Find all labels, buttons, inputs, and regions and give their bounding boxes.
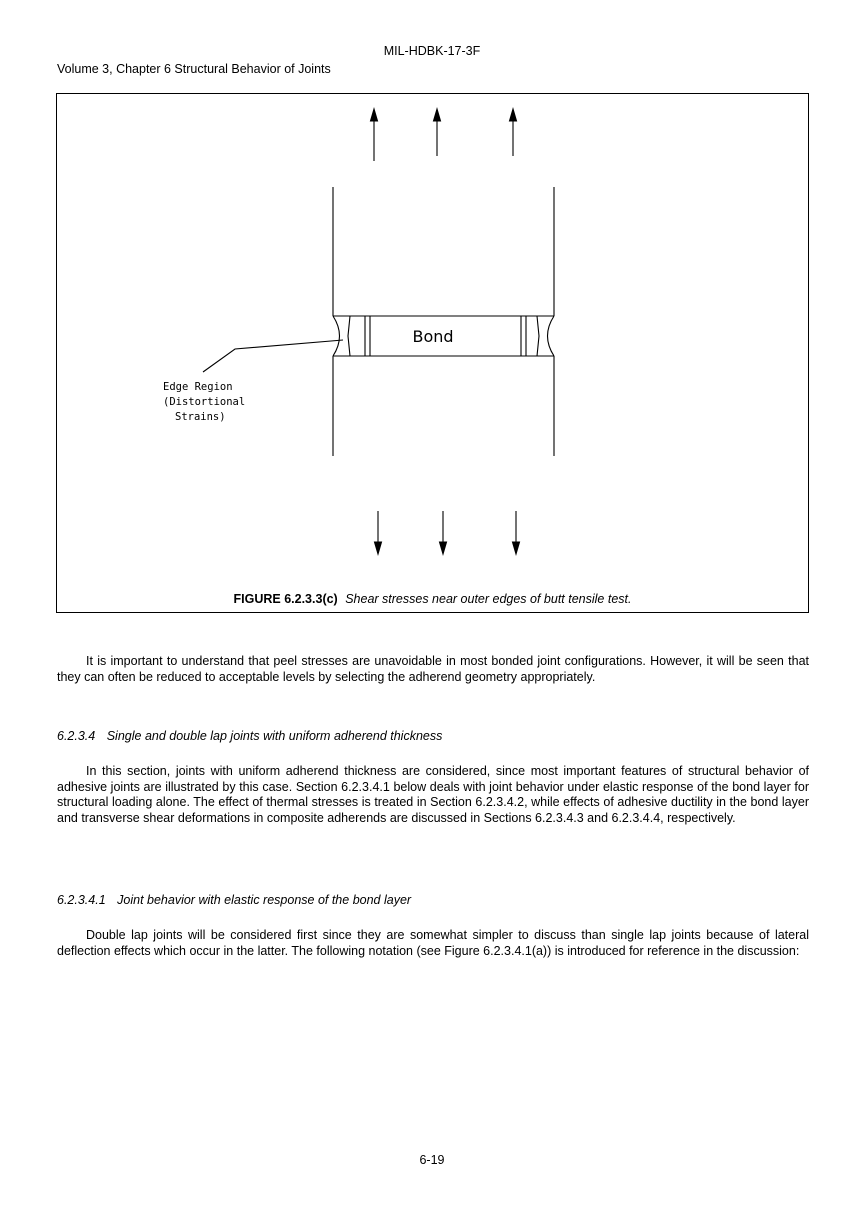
edge-label-line-3: Strains)	[175, 411, 226, 423]
page-number: 6-19	[419, 1153, 445, 1167]
paragraph-peel-stresses: It is important to understand that peel stresses are unavoidable in most bonded joint configurations. However, it will be seen that they can often be reduced to acceptable levels by selecting the adherend geometry appropriately.	[57, 654, 809, 684]
figure-number: FIGURE 6.2.3.3(c)	[233, 592, 338, 606]
tension-arrow-up-2	[434, 109, 441, 156]
edge-region-label	[163, 380, 245, 425]
edge-region-leader	[203, 340, 343, 372]
section-heading-6-2-3-4	[57, 729, 442, 743]
volume-chapter-line: Volume 3, Chapter 6 Structural Behavior of Joints	[57, 62, 331, 76]
paragraph-section-overview: In this section, joints with uniform adherend thickness are considered, since most important features of structural behavior of adhesive joints are illustrated by this case. Section 6.2.3.4.1 below deals with joint behavior under elastic response of the bond layer for structural loading alone. The effect of thermal stresses is treated in Section 6.2.3.4.2, while effects of adhesive ductility in the bond layer and transverse shear deformations in composite adherends are discussed in Sections 6.2.3.4.3 and 6.2.3.4.4, respectively.	[57, 764, 809, 825]
subsection-number: 6.2.3.4.1	[57, 893, 106, 907]
edge-label-line-2: (Distortional	[163, 396, 246, 408]
section-heading-6-2-3-4-1	[57, 893, 411, 907]
section-number: 6.2.3.4	[57, 729, 96, 743]
upper-adherend	[333, 187, 554, 316]
edge-label-line-1: Edge Region	[163, 381, 233, 393]
tension-arrow-down-2	[440, 511, 447, 554]
figure-frame	[56, 93, 809, 613]
figure-caption-text: Shear stresses near outer edges of butt tensile test.	[345, 592, 632, 606]
tension-arrow-down-3	[513, 511, 520, 554]
paragraph-double-lap-joints: Double lap joints will be considered first since they are somewhat simpler to discuss than single lap joints because of lateral deflection effects which occur in the latter. The following notation (see Figure 6.2.3.4.1(a)) is introduced for reference in the discussion:	[57, 928, 809, 958]
document-id: MIL-HDBK-17-3F	[383, 44, 481, 58]
lower-adherend	[333, 356, 554, 456]
tension-arrow-down-1	[375, 511, 382, 554]
subsection-title: Joint behavior with elastic response of the bond layer	[117, 893, 412, 907]
tension-arrow-up-1	[371, 109, 378, 161]
bond-label: Bond	[412, 327, 454, 346]
figure-caption	[57, 592, 808, 606]
tension-arrow-up-3	[510, 109, 517, 156]
butt-joint-diagram	[57, 94, 810, 614]
section-title: Single and double lap joints with uniform adherend thickness	[106, 729, 443, 743]
